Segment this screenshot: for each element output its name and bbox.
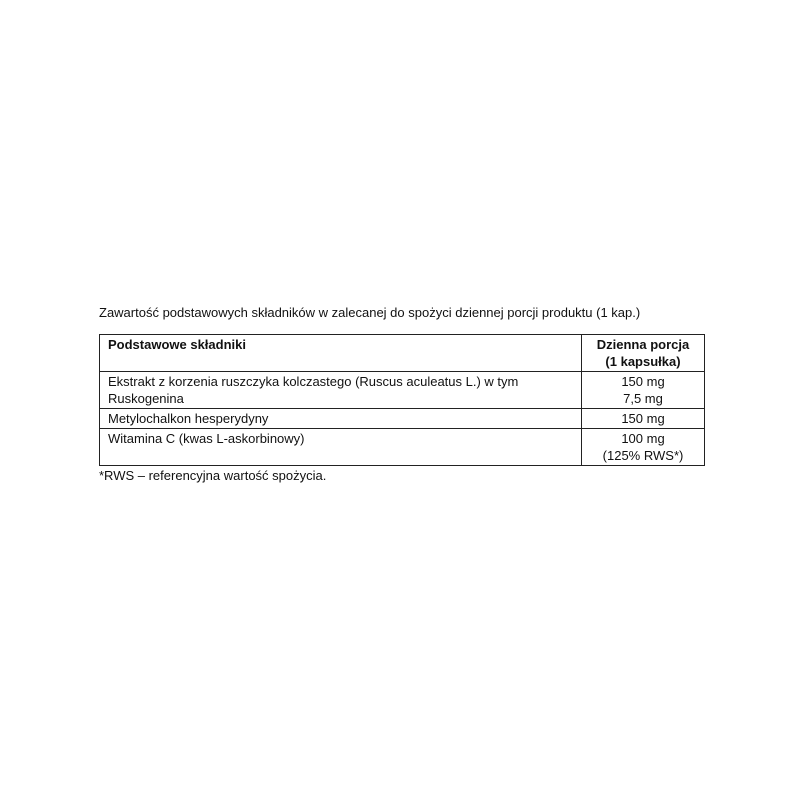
- ingredient-cell: [100, 429, 582, 466]
- dose-value: 100 mg: [621, 431, 665, 446]
- dose-cell: [582, 409, 705, 429]
- dose-cell: [582, 429, 705, 466]
- dose-value: 150 mg: [621, 374, 665, 389]
- dose-value-sub: 7,5 mg: [623, 391, 663, 406]
- table-row: [100, 429, 705, 466]
- ingredient-name-sub: Ruskogenina: [108, 391, 184, 406]
- header-daily-dose-line2: (1 kapsułka): [605, 354, 681, 369]
- header-daily-dose-line1: Dzienna porcja: [596, 337, 690, 352]
- ingredient-name: Metylochalkon hesperydyny: [108, 411, 269, 426]
- ingredient-name: Witamina C (kwas L-askorbinowy): [108, 431, 305, 446]
- ingredient-cell: [100, 409, 582, 429]
- ingredient-cell: [100, 372, 582, 409]
- header-ingredients: Podstawowe składniki: [100, 335, 582, 372]
- intro-text: Zawartość podstawowych składników w zalecanej do spożyci dziennej porcji produktu (1 kap.): [99, 305, 641, 320]
- table-row: [100, 409, 705, 429]
- dose-value-sub: (125% RWS*): [602, 448, 684, 463]
- table-header-row: [100, 335, 705, 372]
- table-row: [100, 372, 705, 409]
- composition-table: [99, 334, 705, 466]
- document: [99, 304, 704, 484]
- dose-value: 150 mg: [621, 411, 665, 426]
- footnote: *RWS – referencyjna wartość spożycia.: [99, 468, 327, 483]
- ingredient-name: Ekstrakt z korzenia ruszczyka kolczastego (Ruscus aculeatus L.) w tym: [108, 374, 519, 389]
- header-daily-dose: [582, 335, 705, 372]
- dose-cell: [582, 372, 705, 409]
